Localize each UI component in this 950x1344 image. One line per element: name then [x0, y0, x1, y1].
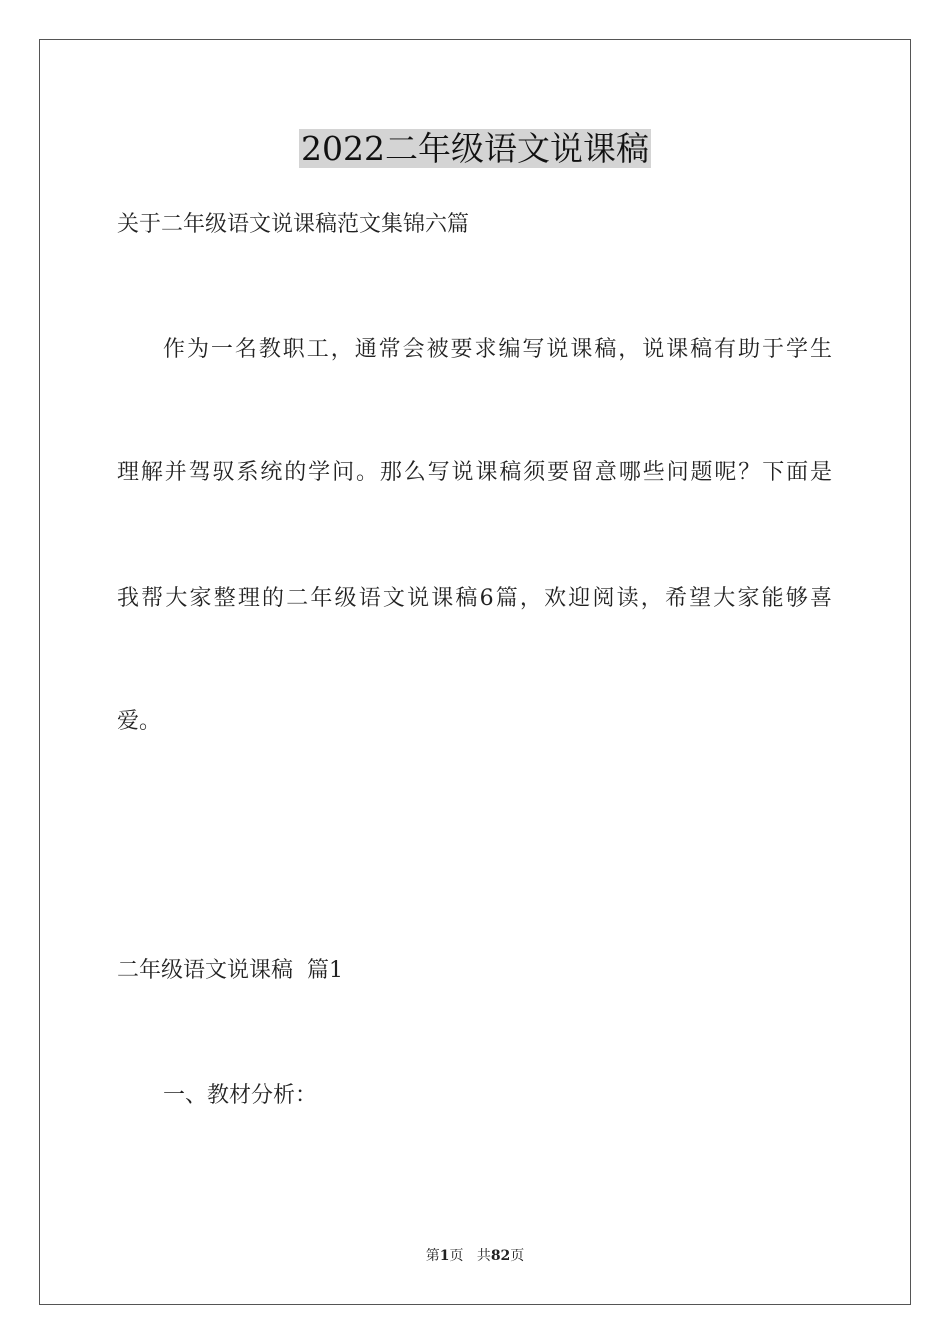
intro-line-4: 爱。	[117, 709, 162, 734]
footer-total-prefix: 共	[476, 1248, 491, 1264]
footer-page-suffix: 页	[449, 1248, 464, 1264]
document-title-text: 2022二年级语文说课稿	[301, 129, 649, 168]
document-subtitle: 关于二年级语文说课稿范文集锦六篇	[117, 212, 470, 237]
footer-total-suffix: 页	[510, 1248, 525, 1264]
intro-line-1: 作为一名教职工，通常会被要求编写说课稿，说课稿有助于学生	[163, 337, 832, 362]
page-footer	[0, 1246, 950, 1266]
footer-page-prefix: 第	[425, 1248, 440, 1264]
intro-line-2: 理解并驾驭系统的学问。那么写说课稿须要留意哪些问题呢？下面是	[117, 460, 832, 485]
intro-line-3: 我帮大家整理的二年级语文说课稿6篇，欢迎阅读，希望大家能够喜	[117, 586, 832, 611]
subsection-heading: 一、教材分析：	[163, 1083, 318, 1108]
document-title	[0, 127, 950, 171]
section-heading: 二年级语文说课稿 篇1	[117, 958, 343, 983]
footer-total-pages: 82	[490, 1248, 511, 1264]
footer-page-number: 1	[439, 1248, 450, 1264]
